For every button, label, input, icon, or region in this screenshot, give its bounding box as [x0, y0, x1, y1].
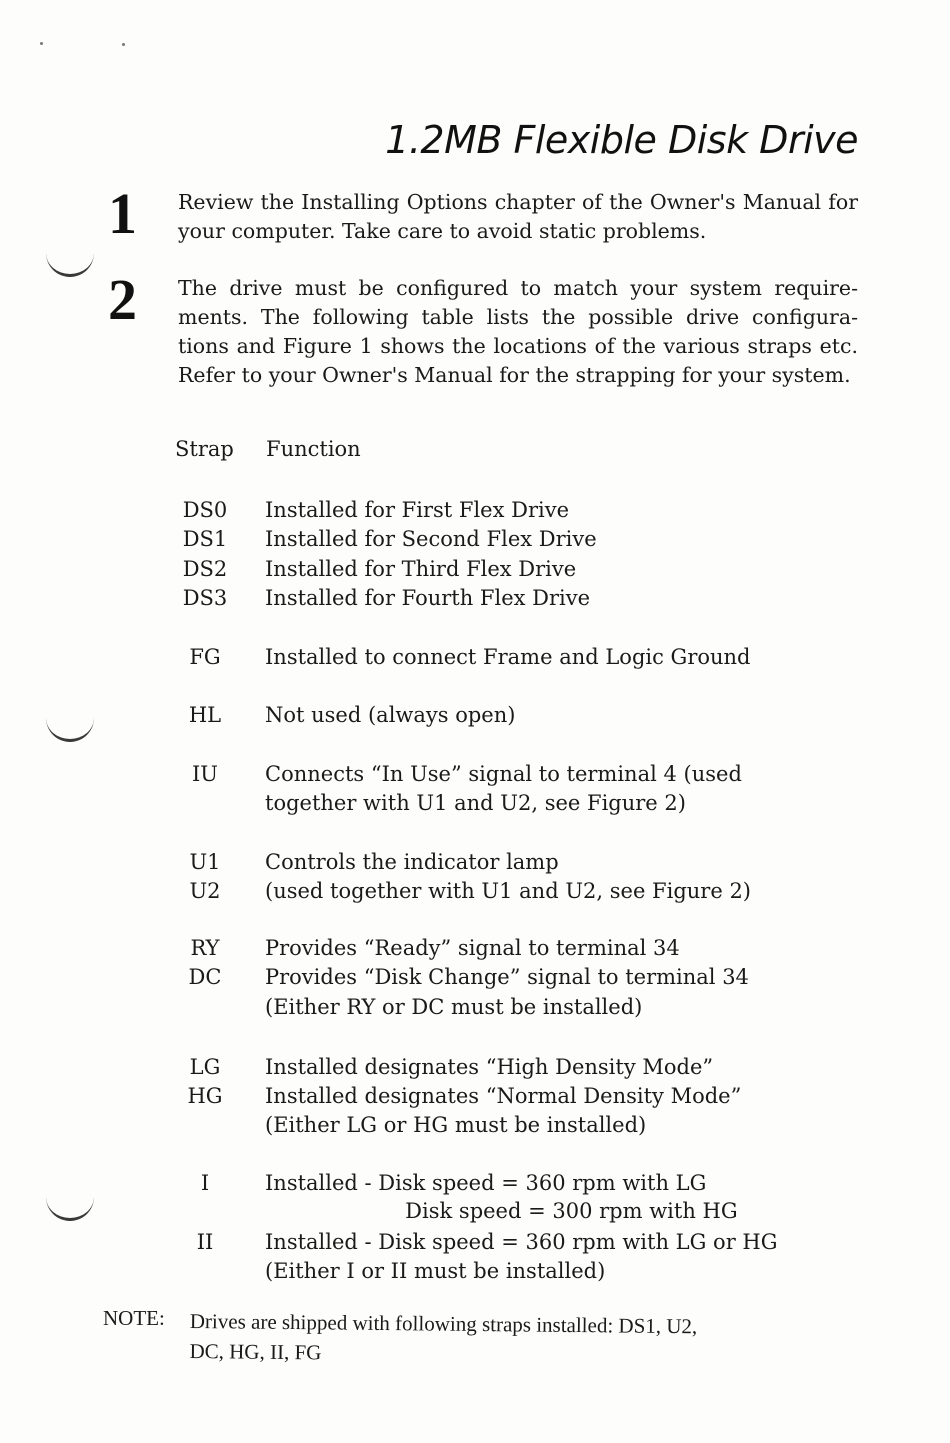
column-header-strap: Strap: [175, 437, 234, 461]
strap-function: Installed to connect Frame and Logic Ground: [265, 645, 751, 669]
table-row: [160, 848, 860, 878]
table-row: [160, 525, 860, 555]
table-row: [160, 877, 860, 907]
table-row: [160, 1257, 860, 1287]
strap-function: together with U1 and U2, see Figure 2): [265, 791, 686, 815]
strap-function: Installed for Third Flex Drive: [265, 557, 577, 581]
table-row: [160, 934, 860, 964]
strap-code: I: [200, 1171, 210, 1195]
page-title: 1.2MB Flexible Disk Drive: [385, 118, 858, 162]
strap-function: (Either LG or HG must be installed): [265, 1113, 647, 1137]
strap-function: Installed for First Flex Drive: [265, 498, 569, 522]
binder-hole-bottom: [46, 1196, 94, 1221]
strap-function: Provides “Ready” signal to terminal 34: [265, 936, 680, 960]
strap-code: DS3: [182, 586, 228, 610]
strap-code: FG: [189, 645, 221, 669]
strap-code: U2: [189, 879, 221, 903]
strap-function: Installed designates “High Density Mode”: [265, 1055, 714, 1079]
table-row: [160, 1197, 860, 1227]
note-line-2: DC, HG, II, FG: [189, 1338, 322, 1365]
binder-hole-top: [46, 252, 94, 277]
strap-function: (Either I or II must be installed): [265, 1259, 606, 1283]
column-header-function: Function: [266, 437, 361, 461]
table-row: [160, 993, 860, 1023]
strap-code: LG: [189, 1055, 221, 1079]
strap-function: Installed for Fourth Flex Drive: [265, 586, 591, 610]
table-row: [160, 789, 860, 819]
binder-hole-middle: [46, 717, 94, 742]
step-number-2: 2: [108, 267, 137, 332]
table-row: [160, 496, 860, 526]
strap-code: DS0: [182, 498, 228, 522]
paper-speck: [122, 43, 125, 46]
strap-code: U1: [189, 850, 221, 874]
table-row: [160, 1169, 860, 1199]
strap-function: Disk speed = 300 rpm with HG: [265, 1199, 738, 1223]
note-label: NOTE:: [103, 1306, 165, 1330]
strap-code: DS2: [182, 557, 228, 581]
note-line-1: Drives are shipped with following straps installed: DS1, U2,: [189, 1308, 698, 1339]
strap-code: RY: [190, 936, 220, 960]
strap-code: IU: [192, 762, 218, 786]
step-number-1: 1: [108, 181, 137, 246]
strap-function: Provides “Disk Change” signal to terminal 34: [265, 965, 749, 989]
table-row: [160, 760, 860, 790]
strap-function: (Either RY or DC must be installed): [265, 995, 643, 1019]
strap-function: (used together with U1 and U2, see Figure 2): [265, 879, 751, 903]
table-row: [160, 555, 860, 585]
table-row: [160, 1082, 860, 1112]
table-row: [160, 1111, 860, 1141]
strap-function: Not used (always open): [265, 703, 516, 727]
strap-code: DC: [188, 965, 222, 989]
strap-function: Controls the indicator lamp: [265, 850, 559, 874]
strap-code: II: [196, 1230, 214, 1254]
table-row: [160, 1053, 860, 1083]
strap-function: Installed - Disk speed = 360 rpm with LG or HG: [265, 1230, 778, 1254]
table-row: [160, 584, 860, 614]
paper-speck: [40, 42, 43, 45]
step-text-2: The drive must be configured to match your system require-ments. The following table lists the possible drive configura-tions and Figure 1 shows the locations of the various straps etc. Refer to your Owner's Manual for the strapping for your system.: [178, 276, 858, 387]
strap-code: HG: [187, 1084, 223, 1108]
strap-function: Installed - Disk speed = 360 rpm with LG: [265, 1171, 707, 1195]
table-row: [160, 701, 860, 731]
strap-code: HL: [188, 703, 222, 727]
strap-code: DS1: [182, 527, 228, 551]
strap-function: Installed designates “Normal Density Mode”: [265, 1084, 742, 1108]
strap-function: Connects “In Use” signal to terminal 4 (used: [265, 762, 742, 786]
step-text-1: Review the Installing Options chapter of the Owner's Manual for your computer. Take care to avoid static problems.: [178, 190, 858, 243]
table-row: [160, 643, 860, 673]
table-row: [160, 1228, 860, 1258]
table-row: [160, 963, 860, 993]
strap-function: Installed for Second Flex Drive: [265, 527, 597, 551]
note-text: [189, 1306, 870, 1373]
